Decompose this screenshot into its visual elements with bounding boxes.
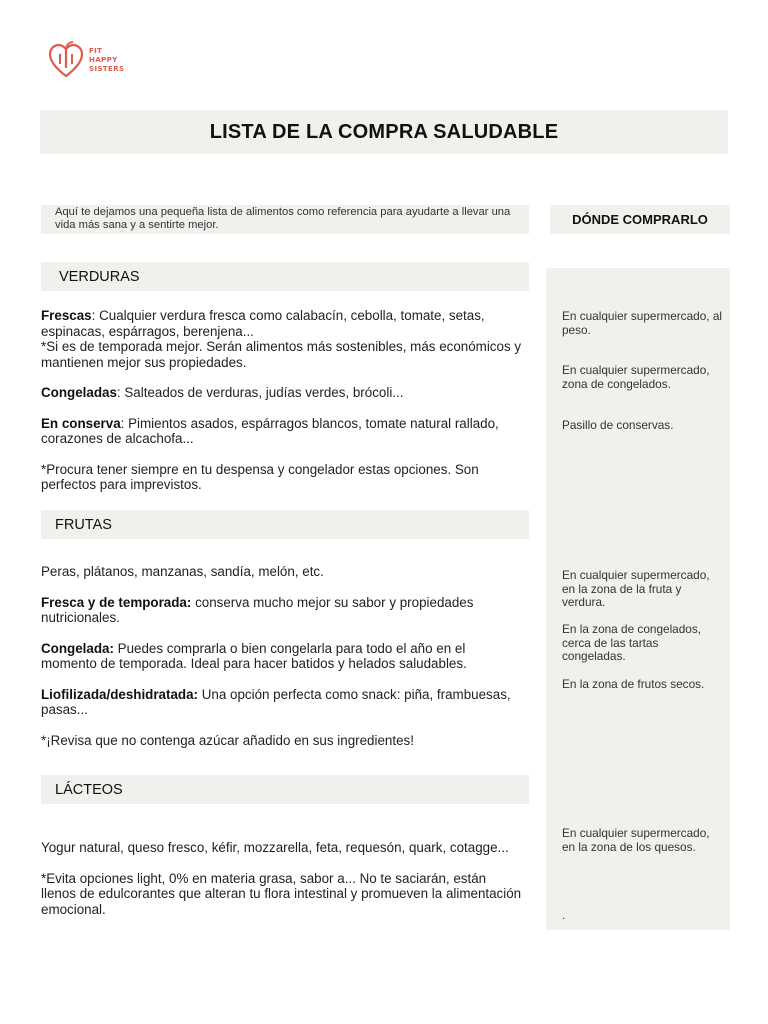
where-frutas-1: En cualquier supermercado, en la zona de la fruta y verdura.: [562, 568, 710, 609]
list-item: [41, 595, 523, 626]
where-frutas-3: En la zona de frutos secos.: [562, 677, 705, 691]
item-text: : Cualquier verdura fresca como calabacín, cebolla, tomate, setas, espinacas, espárragos, berenjena...: [41, 308, 485, 339]
item-text: Una opción perfecta como snack: piña, frambuesas, pasas...: [41, 686, 511, 717]
list-item: [41, 871, 523, 918]
section-heading: VERDURAS: [59, 268, 140, 285]
logo-line-1: FIT: [89, 47, 103, 55]
item-text: *Procura tener siempre en tu despensa y congelador estas opciones. Son perfectos para imprevistos.: [41, 461, 479, 492]
item-bold-label: Frescas: [41, 308, 92, 323]
item-text: *Evita opciones light, 0% en materia grasa, sabor a... No te saciarán, están llenos de edulcorantes que alteran tu flora intestinal y promueven la alimentación emocional.: [41, 870, 522, 917]
item-bold-label: Fresca y de temporada:: [41, 594, 192, 610]
section-header-frutas: [41, 510, 529, 539]
page-title: LISTA DE LA COMPRA SALUDABLE: [209, 120, 559, 143]
apple-heart-icon: [46, 40, 86, 80]
item-text: conserva mucho mejor su sabor y propiedades nutricionales.: [41, 594, 474, 625]
item-bold-label: Congelada:: [41, 640, 114, 656]
item-bold-label: En conserva: [41, 415, 121, 431]
where-verduras-1: En cualquier supermercado, al peso.: [562, 309, 723, 337]
list-item: [41, 416, 523, 447]
list-item: [41, 308, 523, 339]
item-text: : Pimientos asados, espárragos blancos, tomate natural rallado, corazones de alcachofa...: [41, 415, 499, 446]
section-heading: FRUTAS: [55, 516, 112, 533]
list-item: [41, 733, 523, 749]
where-lacteos-1: En cualquier supermercado, en la zona de los quesos.: [562, 826, 710, 854]
brand-logo: [89, 47, 124, 74]
list-item: [41, 564, 523, 580]
section-body-lacteos: [41, 840, 523, 917]
list-item: [41, 462, 523, 493]
where-lacteos-2: .: [562, 908, 566, 922]
section-header-lacteos: [41, 775, 529, 804]
item-bold-label: Congeladas: [41, 385, 117, 400]
item-text: : Salteados de verduras, judías verdes, brócoli...: [116, 385, 404, 400]
logo-line-3: SISTERS: [89, 65, 125, 73]
section-body-frutas: [41, 564, 523, 748]
where-verduras-2: En cualquier supermercado, zona de congelados.: [562, 363, 710, 391]
list-item: [41, 687, 523, 718]
logo-line-2: HAPPY: [89, 56, 118, 64]
list-item: [41, 385, 523, 401]
item-note: *Si es de temporada mejor. Serán alimentos más sostenibles, más económicos y mantienen mejor sus propiedades.: [41, 339, 522, 370]
title-bar: [40, 110, 728, 154]
list-item: [41, 840, 523, 856]
section-body-verduras: [41, 308, 523, 493]
item-text: Puedes comprarla o bien congelarla para todo el año en el momento de temporada. Ideal para hacer batidos y helados saludables.: [41, 640, 467, 671]
item-text: Peras, plátanos, manzanas, sandía, melón, etc.: [41, 564, 324, 579]
item-bold-label: Liofilizada/deshidratada:: [41, 686, 198, 702]
list-item: [41, 641, 523, 672]
where-verduras-3: Pasillo de conservas.: [562, 418, 674, 432]
item-text: Yogur natural, queso fresco, kéfir, mozzarella, feta, requesón, quark, cotagge...: [41, 840, 509, 855]
section-header-verduras: [41, 262, 529, 291]
intro-text: Aquí te dejamos una pequeña lista de alimentos como referencia para ayudarte a llevar una vida más sana y a sentirte mejor.: [55, 206, 511, 231]
where-to-buy-header: DÓNDE COMPRARLO: [550, 205, 730, 234]
where-frutas-2: En la zona de congelados, cerca de las tartas congeladas.: [562, 622, 702, 663]
section-heading: LÁCTEOS: [55, 781, 123, 798]
item-text: *¡Revisa que no contenga azúcar añadido en sus ingredientes!: [41, 732, 414, 748]
